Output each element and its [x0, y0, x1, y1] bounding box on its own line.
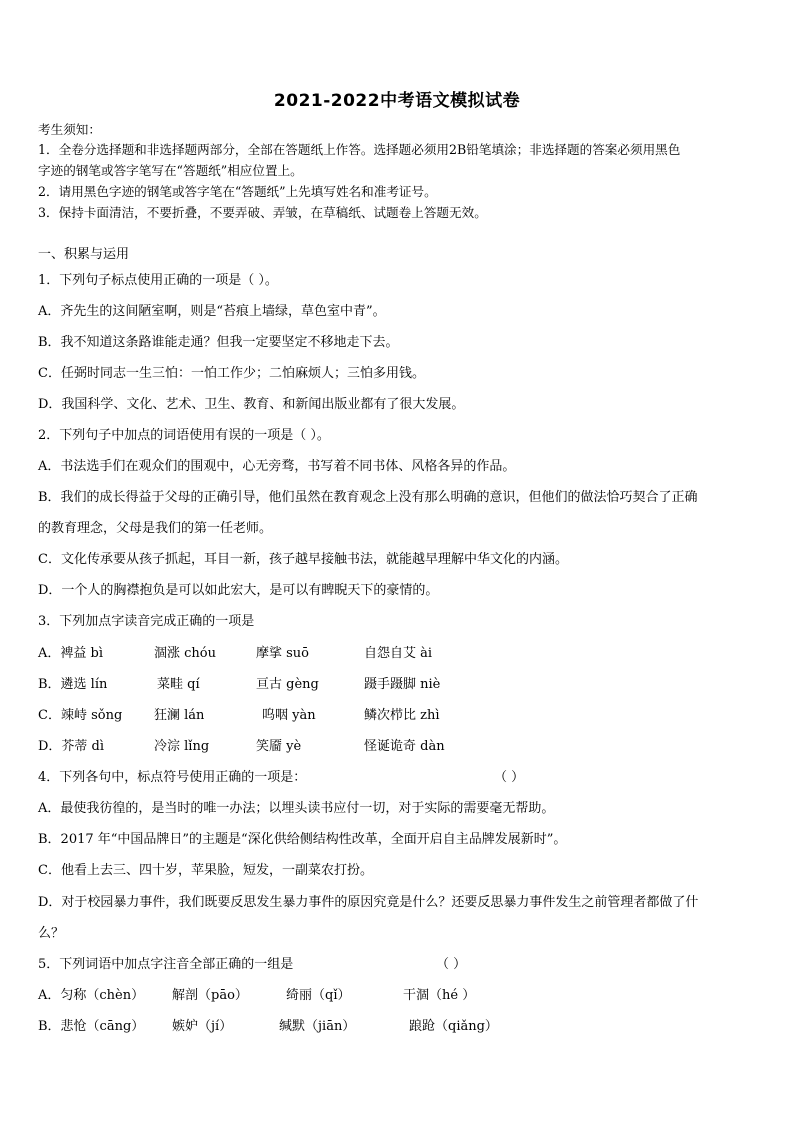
question-2-option-a: A．书法选手们在观众们的围观中，心无旁骛，书写着不同书体、风格各异的作品。 [38, 459, 516, 474]
question-4-option-c: C．他看上去三、四十岁，苹果脸，短发，一副菜农打扮。 [38, 863, 373, 878]
question-2-option-b: B．我们的成长得益于父母的正确引导，他们虽然在教育观念上没有那么明确的意识，但他们的做法恰巧契合了正确 [38, 490, 698, 505]
question-5-option-b-2: 嫉妒（jí） [172, 1019, 233, 1034]
question-3-option-d-1: D．芥蒂 dì [38, 739, 105, 754]
notice-item: 2．请用黑色字迹的钢笔或答字笔在“答题纸”上先填写姓名和准考证号。 [38, 184, 437, 199]
question-2-option-d: D．一个人的胸襟抱负是可以如此宏大，是可以有睥睨天下的豪情的。 [38, 583, 439, 598]
question-2-option-c: C．文化传承要从孩子抓起，耳目一新，孩子越早接触书法，就能越早理解中华文化的内涵。 [38, 552, 568, 567]
question-4-option-d-cont: 么？ [38, 926, 65, 941]
page-title: 2021-2022中考语文模拟试卷 [273, 91, 521, 111]
question-3-option-b-3: 亘古 gèng [256, 677, 319, 692]
question-1-option-d: D．我国科学、文化、艺术、卫生、教育、和新闻出版业都有了很大发展。 [38, 397, 465, 412]
question-3-option-a-2: 涸涨 chóu [154, 646, 216, 661]
question-5-option-b-3: 缄默（jiān） [279, 1019, 356, 1034]
question-2-stem: 2．下列句子中加点的词语使用有误的一项是（ ）。 [38, 428, 330, 443]
question-2-option-b-cont: 的教育理念，父母是我们的第一任老师。 [38, 521, 273, 536]
question-3-option-a-1: A．裨益 bì [38, 646, 104, 661]
section-heading: 一、积累与运用 [38, 247, 130, 262]
question-4-option-a: A．最使我彷徨的，是当时的唯一办法；以埋头读书应付一切，对于实际的需要毫无帮助。 [38, 801, 555, 816]
question-4-option-d: D．对于校园暴力事件，我们既要反思发生暴力事件的原因究竟是什么？还要反思暴力事件发生之前管理者都做了什 [38, 895, 699, 910]
question-3-option-c-3: 呜咽 yàn [262, 708, 316, 723]
notice-item: 字迹的钢笔或答字笔写在“答题纸”相应位置上。 [38, 163, 303, 178]
question-4-answer-paren: （ ） [494, 770, 525, 785]
question-1-option-b: B．我不知道这条路谁能走通？但我一定要坚定不移地走下去。 [38, 335, 399, 350]
question-5-option-a-4: 干涸（hé ） [403, 988, 476, 1003]
notice-item: 3．保持卡面清洁，不要折叠，不要弄破、弄皱，在草稿纸、试题卷上答题无效。 [38, 205, 487, 220]
question-5-answer-paren: （ ） [436, 957, 467, 972]
question-4-stem: 4．下列各句中，标点符号使用正确的一项是： [38, 770, 307, 785]
question-3-option-d-3: 笑靥 yè [256, 739, 302, 754]
question-3-option-c-2: 狂澜 lán [154, 708, 205, 723]
question-3-option-c-1: C．竦峙 sǒng [38, 708, 123, 723]
question-5-option-a-3: 绮丽（qǐ） [286, 988, 351, 1003]
question-3-option-d-2: 冷淙 lǐng [154, 739, 210, 754]
question-5-option-b-4: 踉跄（qiǎng） [409, 1019, 498, 1034]
question-3-option-b-2: 菜畦 qí [157, 677, 200, 692]
question-3-option-c-4: 鳞次栉比 zhì [364, 708, 440, 723]
question-5-option-b-1: B．悲怆（cāng） [38, 1019, 145, 1034]
question-3-option-a-3: 摩挲 suō [256, 646, 310, 661]
question-3-option-a-4: 自怨自艾 ài [364, 646, 433, 661]
question-3-stem: 3．下列加点字读音完成正确的一项是 [38, 614, 255, 629]
notice-item: 1．全卷分选择题和非选择题两部分，全部在答题纸上作答。选择题必须用2B铅笔填涂；非选择题的答案必须用黑色 [38, 142, 681, 157]
question-5-option-a-1: A．匀称（chèn） [38, 988, 145, 1003]
question-1-stem: 1．下列句子标点使用正确的一项是（ ）。 [38, 273, 278, 288]
question-3-option-d-4: 怪诞诡奇 dàn [364, 739, 445, 754]
question-3-option-b-1: B．遴选 lín [38, 677, 108, 692]
question-4-option-b: B．2017 年“中国品牌日”的主题是“深化供给侧结构性改革，全面开启自主品牌发展新时”。 [38, 832, 567, 847]
question-3-option-b-4: 蹑手蹑脚 niè [364, 677, 441, 692]
question-1-option-c: C．任弼时同志一生三怕：一怕工作少；二怕麻烦人；三怕多用钱。 [38, 366, 425, 381]
question-5-option-a-2: 解剖（pāo） [172, 988, 248, 1003]
notice-heading: 考生须知： [38, 122, 101, 137]
question-5-stem: 5．下列词语中加点字注音全部正确的一组是 [38, 957, 294, 972]
question-1-option-a: A．齐先生的这间陋室啊，则是“苔痕上墙绿，草色室中青”。 [38, 304, 386, 319]
